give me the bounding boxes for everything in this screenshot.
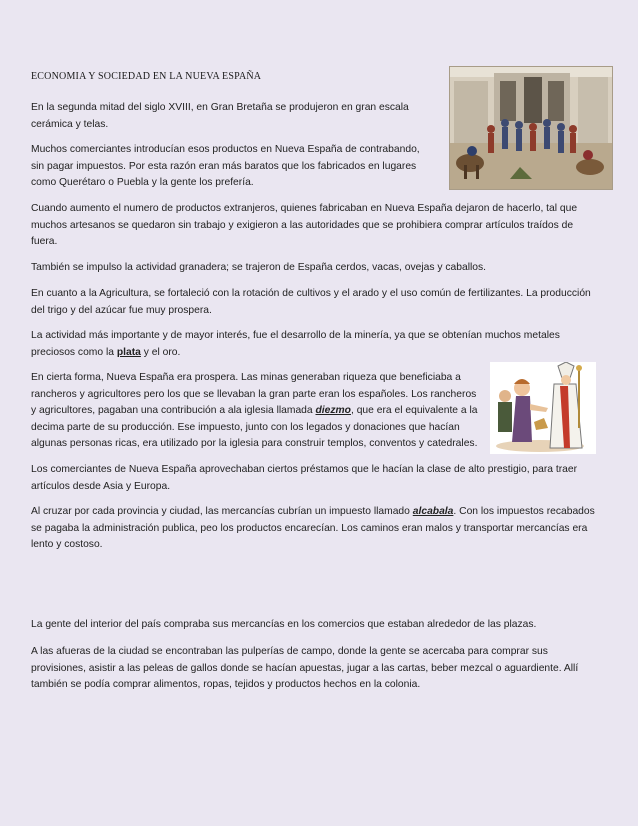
- diezmo-highlight: diezmo: [315, 405, 351, 416]
- paragraph-6: La actividad más importante y de mayor interés, fue el desarrollo de la minería, ya que se obtenían muchos metales preciosos como la plata y el oro.: [31, 330, 560, 358]
- paragraph-11: A las afueras de la ciudad se encontraban las pulperías de campo, donde la gente se acercaba para comprar sus provisiones, asistir a las peleas de gallos donde se hacían apuestas, jugar a las cartas, beber mezcal o aguardiente. Allí también se podía comprar alimentos, ropas, tejidos y productos hechos en la colonia.: [31, 646, 579, 690]
- paragraph-1: En la segunda mitad del siglo XVIII, en Gran Bretaña se produjeron en gran escala cerámica y telas.: [31, 102, 409, 130]
- paragraph-8: Los comerciantes de Nueva España aprovechaban ciertos préstamos que le hacían la clase de alto prestigio, para traer artículos desde Asia y Europa.: [31, 464, 578, 492]
- paragraph-10: La gente del interior del país compraba sus mercancías en los comercios que estaban alrededor de las plazas.: [31, 619, 537, 630]
- paragraph-5: En cuanto a la Agricultura, se fortaleció con la rotación de cultivos y el arado y el uso común de fertilizantes. La producción del trigo y del azúcar fue muy prospera.: [31, 288, 591, 316]
- diezmo-illustration: [490, 362, 596, 454]
- paragraph-7: En cierta forma, Nueva España era prospera. Las minas generaban riqueza que beneficiaba a rancheros y agricultores pero los que se llevaban la gran parte eran los españoles. Los rancheros y agricultores, pagaban una contribución a ala iglesia llamada diezmo, que era el equivalente a la decima parte de su producción. Ese impuesto, junto con los legados y donaciones que hacían algunas personas ricas, era utilizado por la iglesia para construir templos, conventos y catedrales.: [31, 372, 478, 449]
- paragraph-3: Cuando aumento el numero de productos extranjeros, quienes fabricaban en Nueva España dejaron de hacerlo, tal que muchos artesanos se quedaron sin trabajo y exigieron a las autoridades que se prohibiera comprar artículos traídos de fuera.: [31, 203, 578, 247]
- plata-highlight: plata: [116, 346, 141, 358]
- paragraph-4: También se impulso la actividad granadera; se trajeron de España cerdos, vacas, ovejas y caballos.: [31, 262, 487, 273]
- page-title: ECONOMIA Y SOCIEDAD EN LA NUEVA ESPAÑA: [31, 71, 262, 82]
- paragraph-9: Al cruzar por cada provincia y ciudad, las mercancías cubrían un impuesto llamado alcabala. Con los impuestos recabados se pagaba la administración publica, peo los productos encarecían. Los caminos eran malos y transportar mercancías era lento y costoso.: [31, 506, 595, 550]
- alcabala-highlight: alcabala: [412, 506, 454, 517]
- paragraph-2: Muchos comerciantes introducían esos productos en Nueva España de contrabando, sin pagar impuestos. Por esta razón eran más baratos que los fabricados en lugares como Querétaro o Puebla y la gente los prefería.: [31, 144, 420, 188]
- colonial-scene-illustration: [449, 66, 613, 190]
